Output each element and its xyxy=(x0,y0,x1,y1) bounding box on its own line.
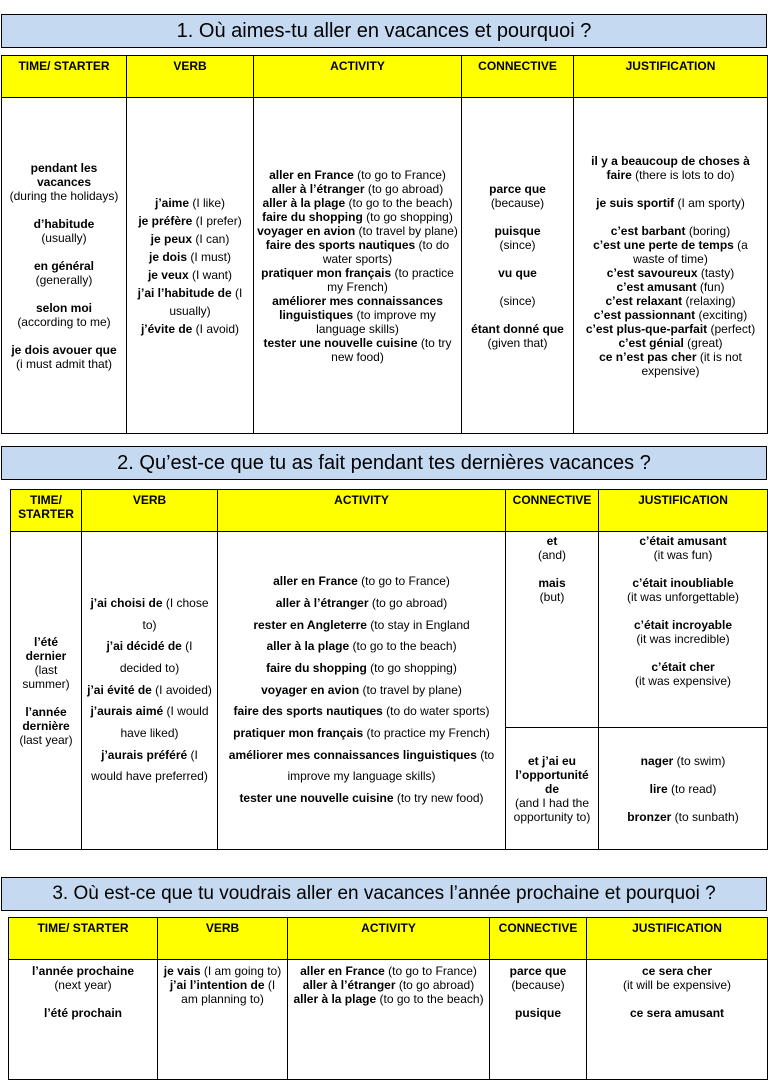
justification-item: ce sera cher (it will be expensive) xyxy=(622,964,732,992)
time-starter-cell xyxy=(9,960,158,1080)
section-2-title: 2. Qu’est-ce que tu as fait pendant tes dernières vacances ? xyxy=(1,446,767,480)
justification-cell-top xyxy=(599,532,768,728)
header-time: TIME/ STARTER xyxy=(2,56,127,98)
activity-item: faire des sports nautiques (to do water sports) xyxy=(265,237,450,266)
verb-cell xyxy=(158,960,288,1080)
header-justification: JUSTIFICATION xyxy=(599,490,768,532)
time-item: l’été dernier (last summer) xyxy=(22,634,70,691)
header-connective: CONNECTIVE xyxy=(462,56,574,98)
justification-item: je suis sportif (I am sporty) xyxy=(596,195,745,210)
verb-item: j’ai décidé de (I decided to) xyxy=(106,639,193,675)
section-1-title: 1. Où aimes-tu aller en vacances et pourquoi ? xyxy=(1,14,767,48)
verb-item: j’aurais aimé (I would have liked) xyxy=(90,704,209,741)
justification-cell-bottom xyxy=(599,728,768,850)
activity-item: aller à l’étranger (to go abroad) xyxy=(271,181,444,196)
activity-item: aller à l’étranger (to go abroad) xyxy=(275,595,448,610)
verb-item: je veux (I want) xyxy=(147,267,233,282)
verb-item: j’aime (I like) xyxy=(154,195,226,210)
justification-item: c’est une perte de temps (a waste of time) xyxy=(593,237,748,266)
connective-item: parce que (because) xyxy=(489,181,546,210)
header-activity: ACTIVITY xyxy=(254,56,462,98)
activity-item: aller en France (to go to France) xyxy=(273,574,450,589)
justification-item: c’est plus-que-parfait (perfect) xyxy=(585,321,756,336)
activity-cell xyxy=(254,98,462,434)
verb-item: je dois (I must) xyxy=(148,249,231,264)
header-justification: JUSTIFICATION xyxy=(574,56,768,98)
header-verb: VERB xyxy=(82,490,218,532)
header-activity: ACTIVITY xyxy=(218,490,506,532)
verb-item: je peux (I can) xyxy=(150,231,230,246)
verb-item: je préfère (I prefer) xyxy=(138,213,242,228)
header-justification: JUSTIFICATION xyxy=(587,918,768,960)
activity-item: rester en Angleterre (to stay in England xyxy=(253,617,470,632)
activity-item: améliorer mes connaissances linguistiques (to improve my language skills) xyxy=(228,747,495,784)
justification-item: ce n’est pas cher (it is not expensive) xyxy=(599,349,742,378)
activity-item: faire du shopping (to go shopping) xyxy=(266,660,457,675)
time-item: selon moi (according to me) xyxy=(17,300,111,329)
justification-item: c’était inoubliable (it was unforgettable) xyxy=(626,576,740,604)
connective-item: puisque (since) xyxy=(494,223,541,252)
activity-item: tester une nouvelle cuisine (to try new food) xyxy=(263,335,452,364)
header-time: TIME/ STARTER xyxy=(9,918,158,960)
connective-item: parce que (because) xyxy=(509,964,567,992)
activity-item: pratiquer mon français (to practice my French) xyxy=(233,726,490,741)
justification-item: c’était cher (it was expensive) xyxy=(634,660,732,688)
connective-cell xyxy=(490,960,587,1080)
time-item: je dois avouer que (i must admit that) xyxy=(11,342,117,371)
connective-cell xyxy=(462,98,574,434)
header-activity: ACTIVITY xyxy=(288,918,490,960)
section-3-title: 3. Où est-ce que tu voudrais aller en vacances l’année prochaine et pourquoi ? xyxy=(1,877,767,911)
activity-item: aller en France (to go to France) xyxy=(269,167,446,182)
verb-item: j’aurais préféré (I would have preferred) xyxy=(91,747,208,784)
activity-item: faire des sports nautiques (to do water sports) xyxy=(233,704,490,719)
connective-item: et j’ai eu l’opportunité de (and I had the opportunity to) xyxy=(513,753,591,824)
connective-item: (since) xyxy=(499,293,536,308)
activity-item: voyager en avion (to travel by plane) xyxy=(261,682,462,697)
activity-item: aller à la plage (to go to the beach) xyxy=(293,992,484,1006)
justification-item: c’est amusant (fun) xyxy=(616,279,725,294)
activity-item: tester une nouvelle cuisine (to try new food) xyxy=(239,791,484,806)
connective-item: et (and) xyxy=(537,534,566,562)
activity-item: aller à la plage (to go to the beach) xyxy=(262,195,453,210)
activity-item: améliorer mes connaissances linguistiques (to improve my language skills) xyxy=(272,293,443,336)
verb-item: j’ai choisi de (I chose to) xyxy=(90,595,209,632)
time-item: d’habitude (usually) xyxy=(33,216,95,245)
activity-cell xyxy=(288,960,490,1080)
time-item: en général (generally) xyxy=(33,258,95,287)
justification-item: c’est savoureux (tasty) xyxy=(606,265,735,280)
activity-item: faire du shopping (to go shopping) xyxy=(262,209,453,224)
time-item: pendant les vacances (during the holidays) xyxy=(9,160,119,203)
justification-item: c’est barbant (boring) xyxy=(610,223,731,238)
time-item: l’année dernière (last year) xyxy=(19,704,73,747)
justification-item: bronzer (to sunbath) xyxy=(627,809,739,824)
justification-item: c’est génial (great) xyxy=(618,335,723,350)
verb-cell xyxy=(82,532,218,850)
justification-item: c’est relaxant (relaxing) xyxy=(605,293,736,308)
time-item: l’été prochain xyxy=(43,1006,123,1020)
connective-item: vu que xyxy=(498,265,537,280)
justification-item: nager (to swim) xyxy=(640,753,726,768)
activity-item: aller à la plage (to go to the beach) xyxy=(266,639,457,654)
header-time: TIME/ STARTER xyxy=(11,490,82,532)
justification-item: c’était incroyable (it was incredible) xyxy=(633,618,733,646)
justification-item: il y a beaucoup de choses à faire (there is lots to do) xyxy=(591,153,750,182)
activity-item: aller en France (to go to France) xyxy=(300,964,477,978)
justification-cell xyxy=(574,98,768,434)
verb-item: j’évite de (I avoid) xyxy=(140,321,240,336)
activity-item: aller à l’étranger (to go abroad) xyxy=(302,978,475,992)
connective-item: pusique xyxy=(514,1006,561,1020)
connective-cell-bottom xyxy=(506,728,599,850)
connective-cell-top xyxy=(506,532,599,728)
header-connective: CONNECTIVE xyxy=(490,918,587,960)
verb-item: j’ai l’intention de (I am planning to) xyxy=(169,978,276,1006)
header-verb: VERB xyxy=(158,918,288,960)
justification-item: ce sera amusant xyxy=(629,1006,725,1020)
justification-item: c’était amusant (it was fun) xyxy=(639,534,727,562)
connective-item: mais (but) xyxy=(538,576,566,604)
justification-cell xyxy=(587,960,768,1080)
time-item: l’année prochaine (next year) xyxy=(31,964,135,992)
justification-item: lire (to read) xyxy=(649,781,717,796)
section-2-table xyxy=(10,489,768,850)
activity-item: pratiquer mon français (to practice my French) xyxy=(261,265,454,294)
time-starter-cell xyxy=(11,532,82,850)
verb-item: je vais (I am going to) xyxy=(163,964,282,978)
connective-item: étant donné que (given that) xyxy=(471,321,564,350)
time-starter-cell xyxy=(2,98,127,434)
section-1-table xyxy=(1,55,768,434)
justification-item: c’est passionnant (exciting) xyxy=(593,307,748,322)
header-verb: VERB xyxy=(127,56,254,98)
verb-item: j’ai évité de (I avoided) xyxy=(87,682,212,697)
activity-item: voyager en avion (to travel by plane) xyxy=(257,223,458,238)
verb-item: j’ai l’habitude de (I usually) xyxy=(137,285,243,318)
section-3-table xyxy=(8,917,768,1080)
activity-cell xyxy=(218,532,506,850)
verb-cell xyxy=(127,98,254,434)
header-connective: CONNECTIVE xyxy=(506,490,599,532)
